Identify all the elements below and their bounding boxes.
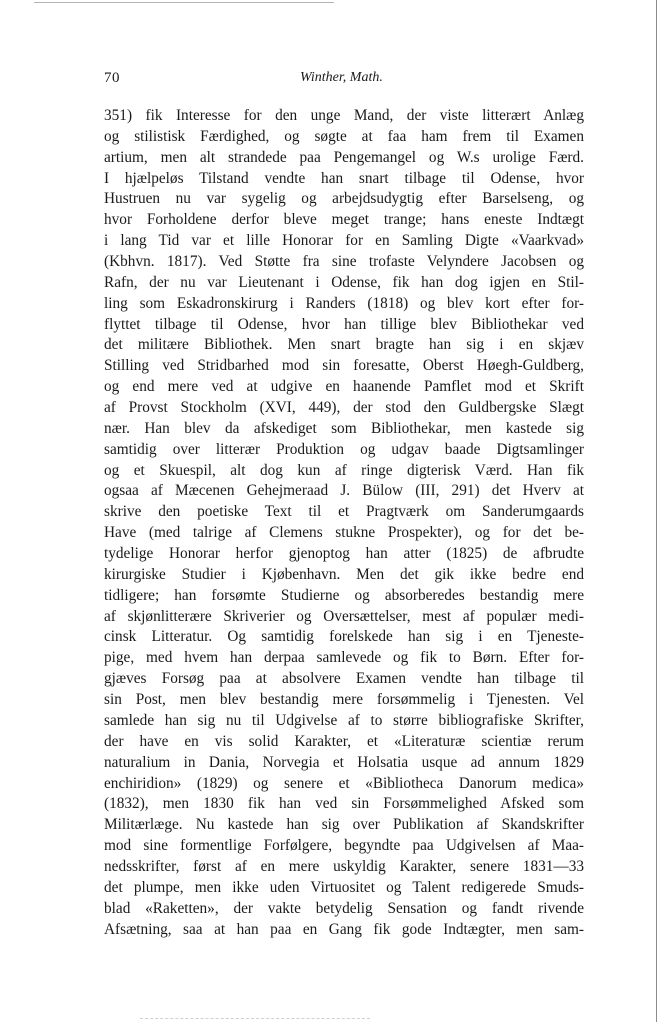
text-line: naturalium in Dania, Norvegia et Holsatia usque ad annum 1829 xyxy=(104,753,584,771)
text-line: (Kbhvn. 1817). Ved Støtte fra sine trofaste Velyndere Jacobsen og xyxy=(104,253,584,271)
text-line: der have en vis solid Karakter, et «Literaturæ scientiæ rerum xyxy=(104,732,584,750)
text-line: flyttet tilbage til Odense, hvor han tillige blev Bibliothekar ved xyxy=(104,315,584,333)
text-line: samlede han sig nu til Udgivelse af to større bibliografiske Skrifter, xyxy=(104,711,584,729)
text-line: hvor Forholdene derfor bleve meget trange; hans eneste Indtægt xyxy=(104,211,584,229)
text-line: skrive den poetiske Text til et Pragtværk om Sanderumgaards xyxy=(104,503,584,521)
text-line: artium, men alt strandede paa Pengemangel og W.s urolige Færd. xyxy=(104,148,584,166)
text-line: i lang Tid var et lille Honorar for en Samling Digte «Vaarkvad» xyxy=(104,232,584,250)
text-line: Rafn, der nu var Lieutenant i Odense, fik han dog igjen en Stil- xyxy=(104,273,584,291)
text-line: og stilistisk Færdighed, og søgte at faa ham frem til Examen xyxy=(104,127,584,145)
text-line: og end mere ved at udgive en haanende Pamflet mod et Skrift xyxy=(104,378,584,396)
text-line: pige, med hvem han derpaa samlevede og fik to Børn. Efter for- xyxy=(104,649,584,667)
text-line: sin Post, men blev bestandig mere forsømmelig i Tjenesten. Vel xyxy=(104,691,584,709)
text-line: tydelige Honorar herfor gjenoptog han atter (1825) de afbrudte xyxy=(104,545,584,563)
text-line: Militærlæge. Nu kastede han sig over Publikation af Skandskrifter xyxy=(104,816,584,834)
text-line: det militære Bibliothek. Men snart bragte han sig i en skjæv xyxy=(104,336,584,354)
text-line: ling som Eskadronskirurg i Randers (1818) og blev kort efter for- xyxy=(104,294,584,312)
text-line: Afsætning, saa at han paa en Gang fik gode Indtægter, men sam- xyxy=(104,920,584,938)
text-line: cinsk Litteratur. Og samtidig forelskede han sig i en Tjeneste- xyxy=(104,628,584,646)
page-edge-line xyxy=(656,0,657,1022)
text-line: Stilling ved Stridbarhed mod sin foresatte, Oberst Høegh-Guldberg, xyxy=(104,357,584,375)
page-header xyxy=(104,70,584,90)
text-line: det plumpe, men ikke uden Virtuositet og Talent redigerede Smuds- xyxy=(104,878,584,896)
page-number: 70 xyxy=(104,70,120,86)
text-line: I hjælpeløs Tilstand vendte han snart tilbage til Odense, hvor xyxy=(104,169,584,187)
text-line: af Provst Stockholm (XVI, 449), der stod den Guldbergske Slægt xyxy=(104,399,584,417)
text-line: samtidig over litterær Produktion og udgav baade Digtsamlinger xyxy=(104,440,584,458)
text-line: Have (med talrige af Clemens stukne Prospekter), og for det be- xyxy=(104,524,584,542)
text-line: gjæves Forsøg paa at absolvere Examen vendte han tilbage til xyxy=(104,670,584,688)
text-line: af skjønlitterære Skriverier og Oversættelser, mest af populær medi- xyxy=(104,607,584,625)
text-line: enchiridion» (1829) og senere et «Bibliotheca Danorum medica» xyxy=(104,774,584,792)
text-line: blad «Raketten», der vakte betydelig Sensation og fandt rivende xyxy=(104,899,584,917)
text-line: Hustruen nu var sygelig og arbejdsudygtig efter Barselseng, og xyxy=(104,190,584,208)
text-line: og et Skuespil, alt dog kun af ringe digterisk Værd. Han fik xyxy=(104,461,584,479)
text-line: kirurgiske Studier i Kjøbenhavn. Men det gik ikke bedre end xyxy=(104,565,584,583)
text-line: ogsaa af Mæcenen Gehejmeraad J. Bülow (III, 291) det Hverv at xyxy=(104,482,584,500)
running-head: Winther, Math. xyxy=(300,70,383,85)
text-line: (1832), men 1830 fik han ved sin Forsømmelighed Afsked som xyxy=(104,795,584,813)
text-line: nær. Han blev da afskediget som Bibliothekar, men kastede sig xyxy=(104,419,584,437)
text-line: mod sine formentlige Forfølgere, begyndte paa Udgivelsen af Maa- xyxy=(104,837,584,855)
text-line: nedsskrifter, først af en mere uskyldig Karakter, senere 1831—33 xyxy=(104,857,584,875)
body-text xyxy=(104,106,584,940)
text-line: 351) fik Interesse for den unge Mand, der viste litterært Anlæg xyxy=(104,107,584,124)
top-edge-rule xyxy=(34,2,334,3)
text-line: tidligere; han forsømte Studierne og absorberedes bestandig mere xyxy=(104,586,584,604)
bottom-edge-rule xyxy=(140,1018,370,1019)
